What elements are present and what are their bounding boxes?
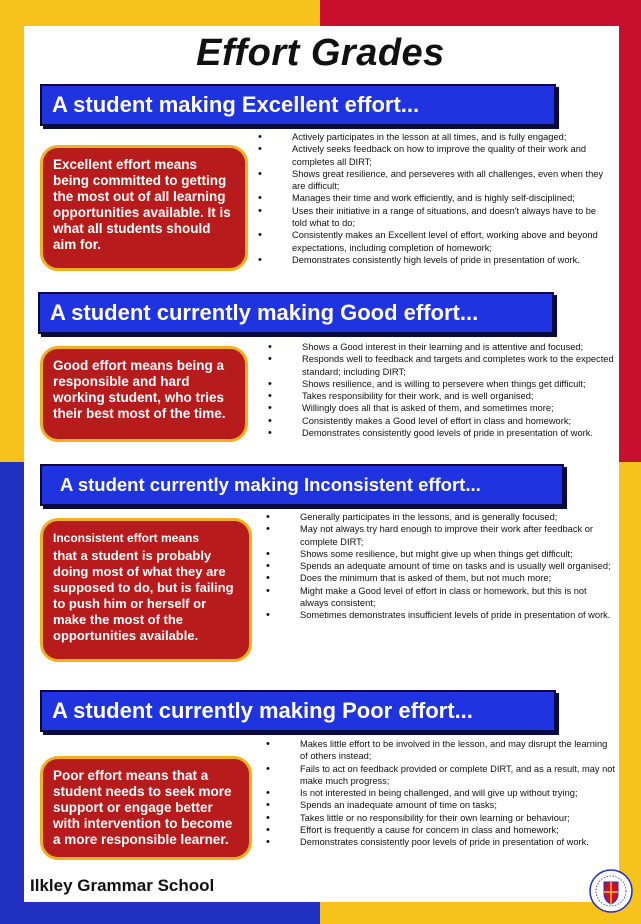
criteria-item: • Demonstrates consistently high levels of pride in presentation of work. <box>256 254 612 266</box>
criteria-item: • Responds well to feedback and targets and completes work to the expected standard; including DIRT; <box>266 353 616 378</box>
criteria-item: • Demonstrates consistently good levels of pride in presentation of work. <box>266 427 616 439</box>
criteria-item: • Makes little effort to be involved in the lesson, and may disrupt the learning of others instead; <box>264 738 616 763</box>
criteria-item: • Shows some resilience, but might give up when things get difficult; <box>264 548 616 560</box>
page-title: Effort Grades <box>196 32 445 74</box>
inconsistent-desc-lead: Inconsistent effort means <box>53 531 200 545</box>
section-poor-description <box>40 756 252 860</box>
section-good-banner: A student currently making Good effort... <box>38 292 554 334</box>
excellent-desc-lead: Excellent effort <box>53 157 151 172</box>
criteria-item: • Might make a Good level of effort in class or homework, but this is not always consistent; <box>264 585 616 610</box>
section-good-criteria <box>266 341 616 439</box>
criteria-item: • Spends an inadequate amount of time on tasks; <box>264 799 616 811</box>
good-desc-rest: means being a responsible and hard working student, who tries their best most of the time. <box>53 358 226 421</box>
section-poor-banner: A student currently making Poor effort... <box>40 690 556 732</box>
school-name: Ilkley Grammar School <box>30 876 215 895</box>
school-crest-icon <box>588 868 634 914</box>
criteria-item: • Generally participates in the lessons, and is generally focused; <box>264 511 616 523</box>
criteria-item: • Actively participates in the lesson at all times, and is fully engaged; <box>256 131 612 143</box>
criteria-item: • Manages their time and work efficiently, and is highly self-disciplined; <box>256 192 612 204</box>
criteria-item: • Spends an adequate amount of time on tasks and is usually well organised; <box>264 560 616 572</box>
section-excellent-description <box>40 145 248 271</box>
criteria-item: • Actively seeks feedback on how to improve the quality of their work and completes all DIRT; <box>256 143 612 168</box>
criteria-item: • Willingly does all that is asked of them, and sometimes more; <box>266 402 616 414</box>
criteria-item: • Shows great resilience, and perseveres with all challenges, even when they are difficult; <box>256 168 612 193</box>
section-inconsistent-criteria <box>264 511 616 622</box>
criteria-item: • Shows resilience, and is willing to persevere when things get difficult; <box>266 378 616 390</box>
criteria-item: • Shows a Good interest in their learning and is attentive and focused; <box>266 341 616 353</box>
section-inconsistent-description <box>40 518 252 662</box>
criteria-item: • Takes little or no responsibility for their own learning or behaviour; <box>264 812 616 824</box>
criteria-item: • Uses their initiative in a range of situations, and doesn't always have to be told what to do; <box>256 205 612 230</box>
excellent-desc-rest: means being committed to getting the most out of all learning opportunities available. It is what all students should aim for. <box>53 157 231 252</box>
criteria-item: • Effort is frequently a cause for concern in class and homework; <box>264 824 616 836</box>
criteria-item: • Fails to act on feedback provided or complete DIRT, and as a result, may not make much progress; <box>264 763 616 788</box>
criteria-item: • May not always try hard enough to improve their work after feedback or complete DIRT; <box>264 523 616 548</box>
section-excellent-criteria <box>256 131 612 266</box>
section-excellent-banner: A student making Excellent effort... <box>40 84 556 126</box>
section-inconsistent-banner: A student currently making Inconsistent effort... <box>40 464 564 506</box>
poor-desc-lead: Poor effort <box>53 768 122 783</box>
criteria-item: • Takes responsibility for their work, and is well organised; <box>266 390 616 402</box>
section-poor-criteria <box>264 738 616 849</box>
poor-desc-rest: means that a student needs to seek more support or engage better with intervention to become a more responsible learner. <box>53 768 233 847</box>
criteria-item: • Demonstrates consistently poor levels of pride in presentation of work. <box>264 836 616 848</box>
criteria-item: • Consistently makes a Good level of effort in class and homework; <box>266 415 616 427</box>
criteria-item: • Consistently makes an Excellent level of effort, working above and beyond expectations, including completion of homework; <box>256 229 612 254</box>
criteria-item: • Sometimes demonstrates insufficient levels of pride in presentation of work. <box>264 609 616 621</box>
section-good-description <box>40 346 248 442</box>
criteria-item: • Does the minimum that is asked of them, but not much more; <box>264 572 616 584</box>
criteria-item: • Is not interested in being challenged, and will give up without trying; <box>264 787 616 799</box>
inconsistent-desc-rest: that a student is probably doing most of what they are supposed to do, but is failing to push him or herself or make the most of the opportunities available. <box>53 548 234 643</box>
good-desc-lead: Good effort <box>53 358 127 373</box>
